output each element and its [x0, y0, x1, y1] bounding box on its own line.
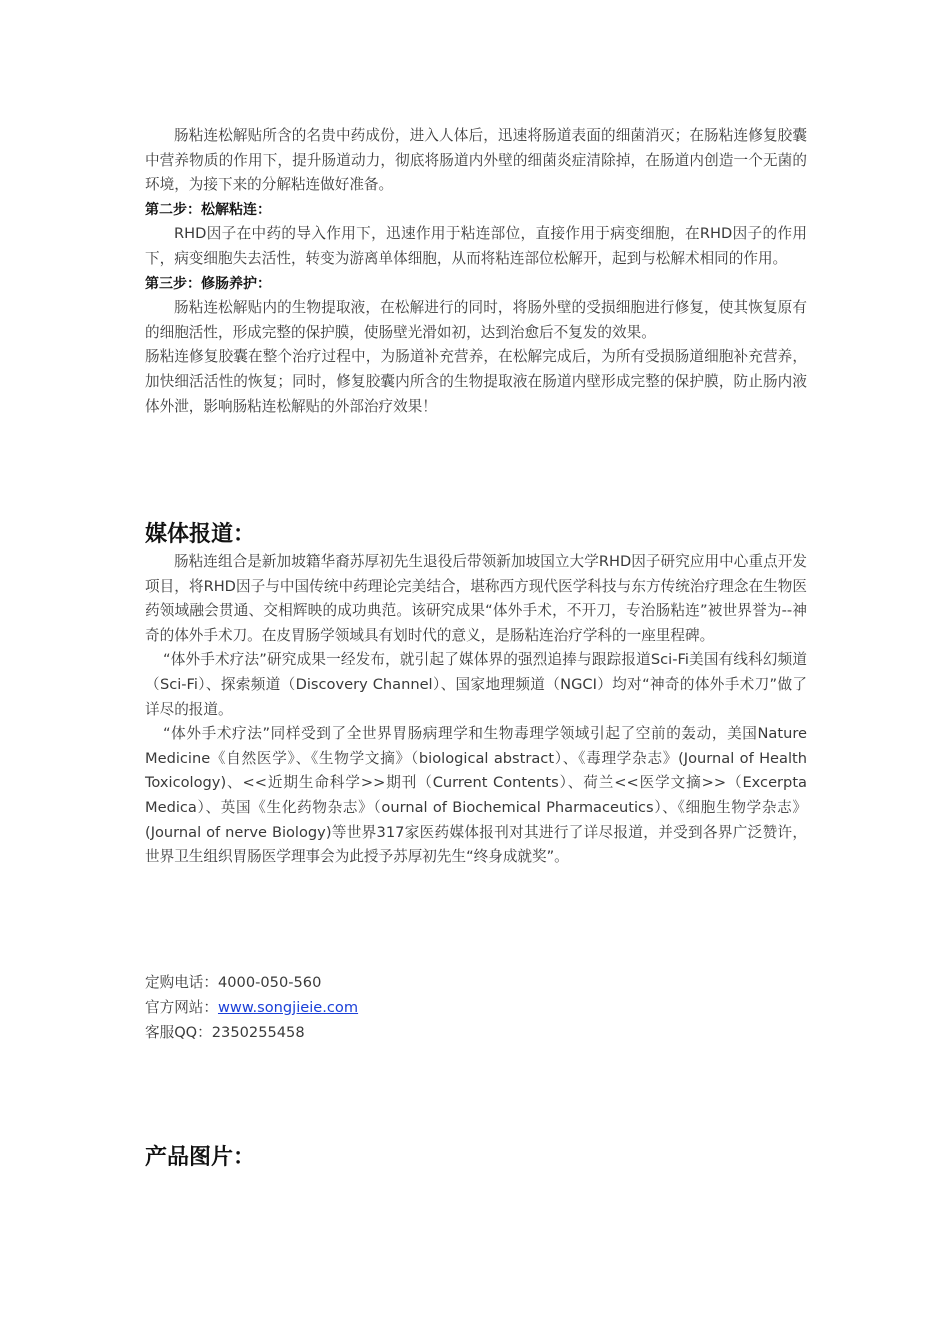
- qq-number: 2350255458: [211, 1024, 305, 1041]
- phone-label: 定购电话：: [145, 974, 218, 991]
- phone-line: [145, 970, 807, 995]
- contact-info: [145, 970, 807, 1045]
- step2-paragraph: RHD因子在中药的导入作用下，迅速作用于粘连部位，直接作用于病变细胞，在RHD因子的作用下，病变细胞失去活性，转变为游离单体细胞，从而将粘连部位松解开，起到与松解术相同的作用。: [145, 225, 807, 267]
- website-label: 官方网站：: [145, 999, 218, 1016]
- step2-heading: 第二步：松解粘连：: [145, 201, 271, 218]
- repair-capsule-paragraph: 肠粘连修复胶囊在整个治疗过程中，为肠道补充营养，在松解完成后，为所有受损肠道细胞补充营养，加快细活活性的恢复；同时，修复胶囊内所含的生物提取液在肠道内壁形成完整的保护膜，防止肠内液体外泄，影响肠粘连松解贴的外部治疗效果！: [145, 348, 807, 415]
- media-heading: 媒体报道：: [145, 522, 256, 547]
- product-images-heading: 产品图片：: [145, 1145, 256, 1170]
- product-images-section: [145, 1143, 807, 1173]
- step3-paragraph: 肠粘连松解贴内的生物提取液，在松解进行的同时，将肠外壁的受损细胞进行修复，使其恢复原有的细胞活性，形成完整的保护膜，使肠壁光滑如初，达到治愈后不复发的效果。: [145, 299, 807, 341]
- website-line: [145, 995, 807, 1020]
- qq-line: [145, 1020, 807, 1045]
- media-report-section: [145, 520, 807, 870]
- phone-number: 4000-050-560: [217, 974, 322, 991]
- media-paragraph-2: “体外手术疗法”研究成果一经发布，就引起了媒体界的强烈追捧与跟踪报道Sci-Fi美国有线科幻频道（Sci-Fi）、探索频道（Discovery Channel）、国家地理频道（NGCI）均对“神奇的体外手术刀”做了详尽的报道。: [145, 651, 807, 718]
- media-paragraph-3: “体外手术疗法”同样受到了全世界胃肠病理学和生物毒理学领域引起了空前的轰动，美国Nature Medicine《自然医学》、《生物学文摘》（biological abstract）、《毒理学杂志》(Journal of Health Toxicology)、<<近期生命科学>>期刊（Current Contents）、荷兰<<医学文摘>>（Excerpta Medica）、英国《生化药物杂志》（ournal of Biochemical Pharmaceutics）、《细胞生物学杂志》(Journal of nerve Biology)等世界317家医药媒体报刊对其进行了详尽报道，并受到各界广泛赞许，世界卫生组织胃肠医学理事会为此授予苏厚初先生“终身成就奖”。: [145, 725, 807, 866]
- website-link[interactable]: www.songjieie.com: [217, 999, 359, 1016]
- media-paragraph-1: 肠粘连组合是新加坡籍华裔苏厚初先生退役后带领新加坡国立大学RHD因子研究应用中心重点开发项目，将RHD因子与中国传统中药理论完美结合，堪称西方现代医学科技与东方传统治疗理念在生物医药领域融会贯通、交相辉映的成功典范。该研究成果“体外手术，不开刀，专治肠粘连”被世界誉为--神奇的体外手术刀。在皮胃肠学领域具有划时代的意义，是肠粘连治疗学科的一座里程碑。: [145, 553, 807, 644]
- step1-paragraph: 肠粘连松解贴所含的名贵中药成份，进入人体后，迅速将肠道表面的细菌消灭；在肠粘连修复胶囊中营养物质的作用下，提升肠道动力，彻底将肠道内外壁的细菌炎症清除掉，在肠道内创造一个无菌的环境，为接下来的分解粘连做好准备。: [145, 127, 807, 194]
- treatment-steps-section: [145, 124, 807, 419]
- qq-label: 客服QQ：: [145, 1024, 212, 1041]
- step3-heading: 第三步：修肠养护：: [145, 275, 271, 292]
